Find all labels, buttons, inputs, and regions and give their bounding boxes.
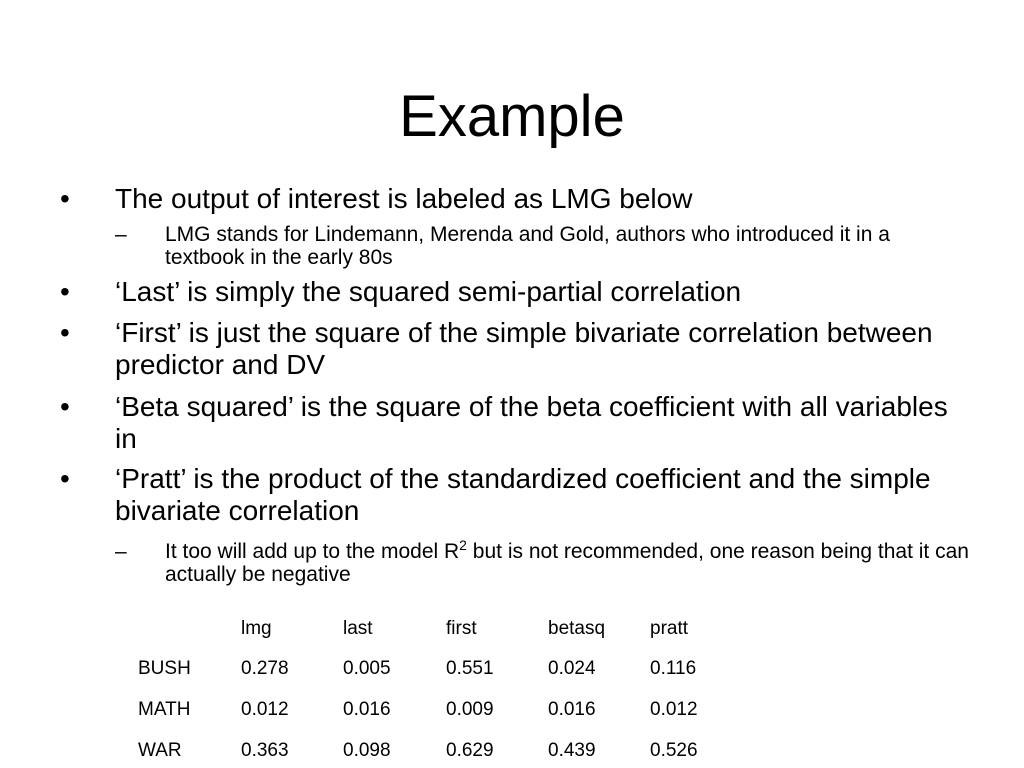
sub-bullet-text [165, 537, 970, 586]
table-cell: 0.009 [446, 699, 494, 720]
bullet-marker: • [60, 183, 70, 214]
bullet-marker: • [60, 391, 70, 422]
bullet-text: ‘Last’ is simply the squared semi-partial correlation [115, 276, 742, 307]
table-cell: 0.551 [446, 658, 494, 679]
slide-title: Example [399, 84, 625, 149]
table-row-label: MATH [138, 699, 191, 720]
bullet-marker: • [60, 317, 70, 348]
table-cell: 0.629 [446, 740, 494, 761]
table-cell: 0.439 [548, 740, 596, 761]
table-header-cell: betasq [548, 618, 606, 639]
superscript: 2 [459, 537, 467, 553]
table-cell: 0.526 [650, 740, 698, 761]
table-cell: 0.012 [650, 699, 698, 720]
text-before-superscript: It too will add up to the model R [165, 540, 460, 563]
table-cell: 0.098 [343, 740, 391, 761]
table-header-cell: pratt [650, 618, 689, 639]
text-after-superscript: but is not recommended, one reason being that it can actually be negative [165, 540, 969, 586]
bullet-marker: • [60, 463, 70, 494]
dash-marker: – [115, 540, 127, 563]
bullet-text: ‘Beta squared’ is the square of the beta coefficient with all variables in [115, 391, 948, 454]
table-row-label: BUSH [138, 658, 191, 679]
table-row-label: WAR [138, 740, 182, 761]
table-cell: 0.012 [241, 699, 289, 720]
sub-bullet-text: LMG stands for Lindemann, Merenda and Gold, authors who introduced it in a textbook in the early 80s [165, 223, 890, 269]
table-header-cell: lmg [241, 618, 272, 639]
bullet-marker: • [60, 276, 70, 307]
table-cell: 0.278 [241, 658, 289, 679]
table-cell: 0.005 [343, 658, 391, 679]
bullet-text: ‘First’ is just the square of the simple bivariate correlation between predictor and DV [115, 317, 933, 380]
table-cell: 0.363 [241, 740, 289, 761]
table-header-cell: first [446, 618, 477, 639]
table-cell: 0.116 [650, 658, 697, 679]
bullet-text: ‘Pratt’ is the product of the standardized coefficient and the simple bivariate correlation [115, 463, 931, 526]
dash-marker: – [115, 223, 127, 246]
table-cell: 0.016 [548, 699, 596, 720]
table-cell: 0.024 [548, 658, 596, 679]
table-header-cell: last [343, 618, 373, 639]
table-cell: 0.016 [343, 699, 391, 720]
bullet-text: The output of interest is labeled as LMG below [115, 183, 693, 214]
